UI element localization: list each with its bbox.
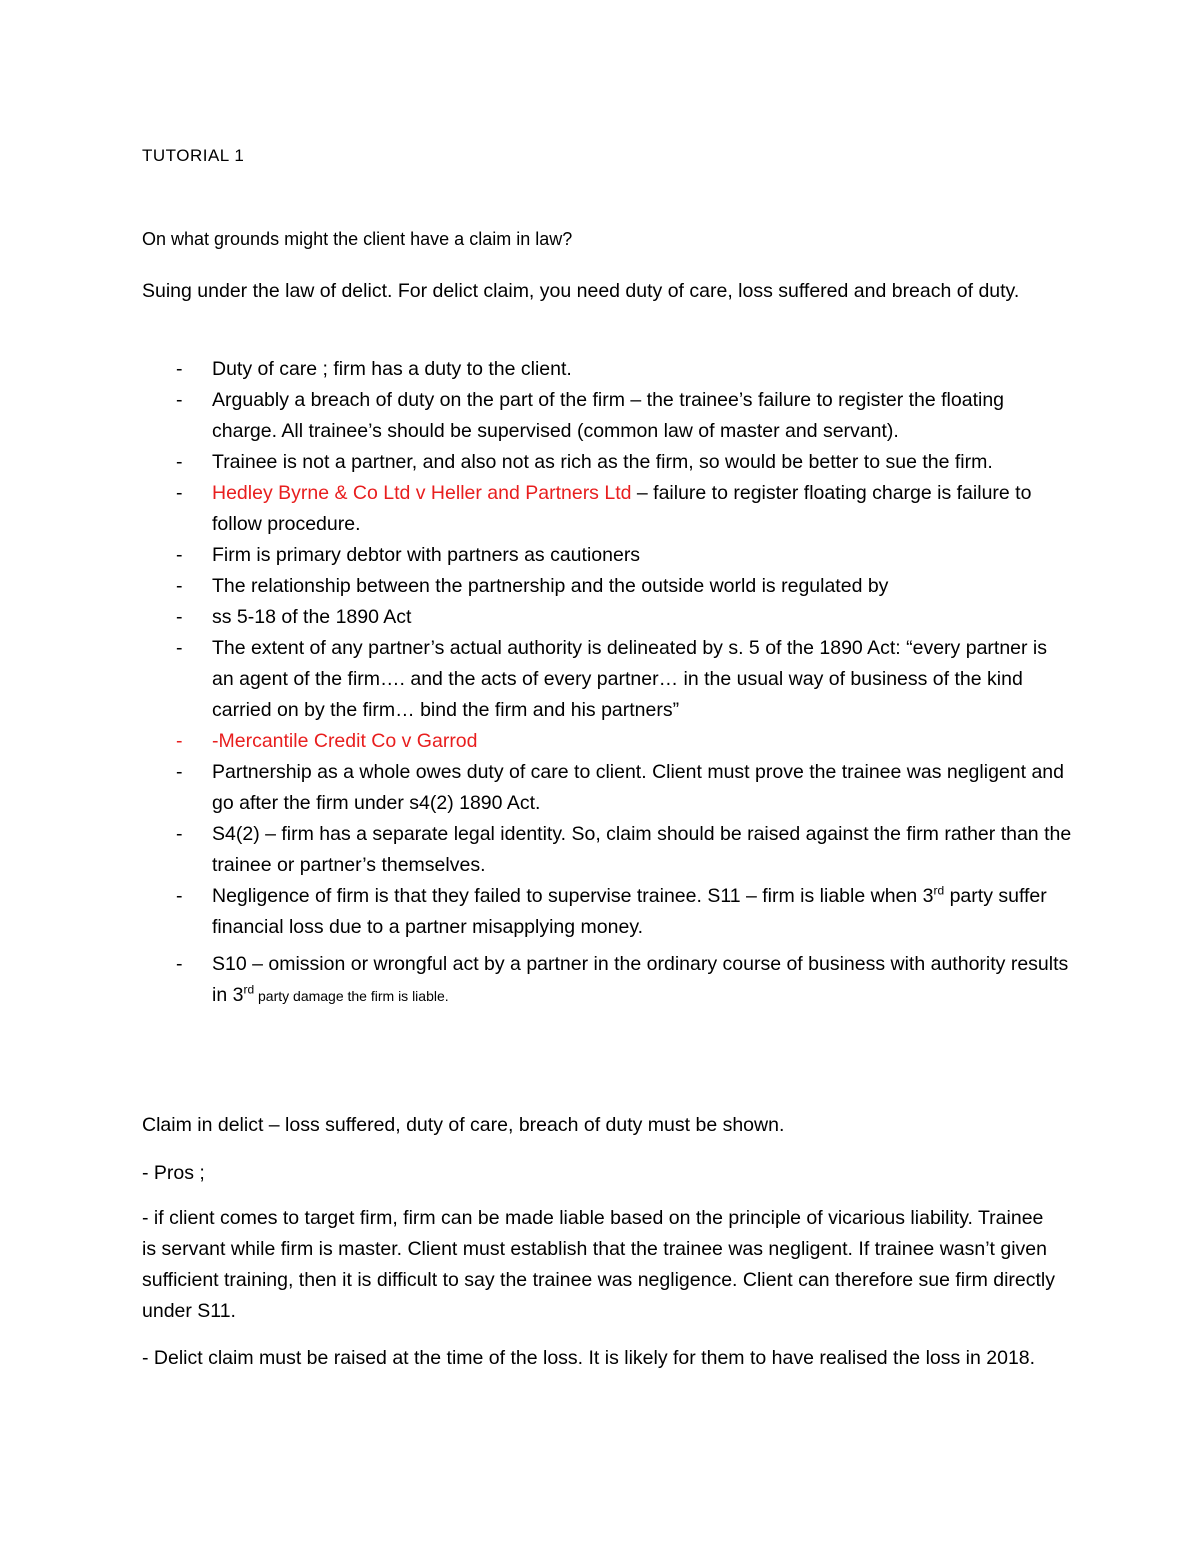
bullet-dash: - xyxy=(176,885,183,907)
list-item xyxy=(142,726,1072,757)
bullet-dash: - xyxy=(176,953,183,975)
list-item xyxy=(142,478,1072,540)
list-item xyxy=(142,757,1072,819)
case-name-mercantile-credit: -Mercantile Credit Co v Garrod xyxy=(212,730,478,752)
list-item xyxy=(142,949,1072,1012)
pro-point-vicarious-liability: - if client comes to target firm, firm can be made liable based on the principle of vicarious liability. Trainee is servant while firm is master. Client must establish that the trainee was negligent. If trainee wasn’t given sufficient training, then it is difficult to say the trainee was negligence. Client can therefore sue firm directly under S11. xyxy=(142,1207,1055,1322)
bullet-dash: - xyxy=(176,637,183,659)
bullet-dash: - xyxy=(176,606,183,628)
list-item-text-small: party damage the firm is liable. xyxy=(254,988,449,1004)
list-item xyxy=(142,602,1072,633)
list-item-text: S10 – omission or wrongful act by a partner in the ordinary course of business with authority results in 3 xyxy=(212,953,1069,1006)
bullet-dash: - xyxy=(176,730,183,752)
list-item xyxy=(142,819,1072,881)
document-title: TUTORIAL 1 xyxy=(142,146,245,165)
bullet-dash: - xyxy=(176,823,183,845)
list-item-text: The relationship between the partnership and the outside world is regulated by xyxy=(212,575,889,597)
case-name-hedley-byrne: Hedley Byrne & Co Ltd v Heller and Partners Ltd xyxy=(212,482,632,504)
bullet-dash: - xyxy=(176,482,183,504)
list-item xyxy=(142,633,1072,726)
list-item-text: Trainee is not a partner, and also not as rich as the firm, so would be better to sue the firm. xyxy=(212,451,993,473)
bullet-dash: - xyxy=(176,358,183,380)
list-item-text: S4(2) – firm has a separate legal identity. So, claim should be raised against the firm rather than the trainee or partner’s themselves. xyxy=(212,823,1072,876)
list-item xyxy=(142,385,1072,447)
bullet-list xyxy=(142,354,1072,1012)
list-item xyxy=(142,571,1072,602)
superscript-rd: rd xyxy=(243,982,255,997)
list-item-text: Arguably a breach of duty on the part of the firm – the trainee’s failure to register the floating charge. All trainee’s should be supervised (common law of master and servant). xyxy=(212,389,1005,442)
bullet-dash: - xyxy=(176,761,183,783)
bullet-dash: - xyxy=(176,575,183,597)
claim-summary: Claim in delict – loss suffered, duty of care, breach of duty must be shown. xyxy=(142,1114,785,1136)
bullet-dash: - xyxy=(176,389,183,411)
bullet-dash: - xyxy=(176,451,183,473)
list-item-text: ss 5-18 of the 1890 Act xyxy=(212,606,412,628)
list-item xyxy=(142,881,1072,943)
superscript-rd: rd xyxy=(933,883,945,898)
list-item xyxy=(142,540,1072,571)
list-item-text: The extent of any partner’s actual authority is delineated by s. 5 of the 1890 Act: “every partner is an agent of the firm…. and the acts of every partner… in the usual way of business of the kind carried on by the firm… bind the firm and his partners” xyxy=(212,637,1048,721)
list-item-text: party suffer financial loss due to a partner misapplying money. xyxy=(212,885,1047,938)
list-item-text: Firm is primary debtor with partners as cautioners xyxy=(212,544,641,566)
pro-point-time-of-loss: - Delict claim must be raised at the time of the loss. It is likely for them to have realised the loss in 2018. xyxy=(142,1347,1036,1369)
bullet-dash: - xyxy=(176,544,183,566)
question-text: On what grounds might the client have a claim in law? xyxy=(142,229,573,249)
list-item xyxy=(142,354,1072,385)
pros-heading: - Pros ; xyxy=(142,1162,205,1184)
list-item-text: Partnership as a whole owes duty of care to client. Client must prove the trainee was negligent and go after the firm under s4(2) 1890 Act. xyxy=(212,761,1064,814)
list-item-text: Duty of care ; firm has a duty to the client. xyxy=(212,358,572,380)
list-item xyxy=(142,447,1072,478)
intro-paragraph: Suing under the law of delict. For delict claim, you need duty of care, loss suffered and breach of duty. xyxy=(142,280,1020,302)
list-item-text: Negligence of firm is that they failed to supervise trainee. S11 – firm is liable when 3 xyxy=(212,885,934,907)
list-item-text: – failure to register floating charge is failure to follow procedure. xyxy=(212,482,1032,535)
